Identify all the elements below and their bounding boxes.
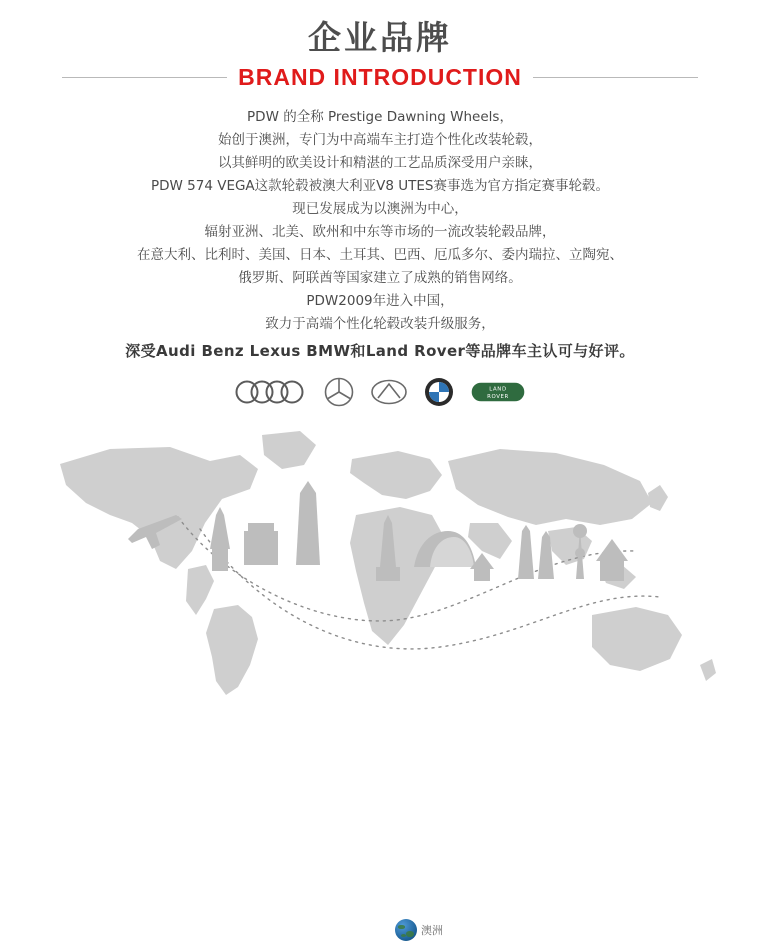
partner-brands-line: 深受Audi Benz Lexus BMW和Land Rover等品牌车主认可与好评。 (125, 341, 635, 360)
brand-description (0, 106, 760, 363)
page-title-cn: 企业品牌 (308, 18, 452, 57)
description-line: 现已发展成为以澳洲为中心， (292, 200, 468, 217)
globe-icon (395, 919, 417, 941)
audi-logo (234, 377, 308, 407)
svg-text:LAND: LAND (489, 386, 507, 393)
brand-logo-strip (0, 375, 760, 409)
land-rover-logo (470, 377, 526, 407)
description-line: PDW2009年进入中国， (306, 292, 454, 309)
lexus-logo (370, 377, 408, 407)
description-line: 俄罗斯、阿联酋等国家建立了成熟的销售网络。 (238, 269, 522, 286)
page-title-en: BRAND INTRODUCTION (238, 63, 522, 90)
description-line: PDW 574 VEGA这款轮毂被澳大利亚V8 UTES赛事选为官方指定赛事轮毂。 (150, 177, 610, 194)
description-line: PDW 的全称 Prestige Dawning Wheels， (247, 108, 513, 125)
world-map-illustration (0, 419, 760, 937)
description-line: 致力于高端个性化轮毂改装升级服务， (265, 315, 495, 332)
description-line: 辐射亚洲、北美、欧州和中东等市场的一流改装轮毂品牌， (204, 223, 556, 240)
description-line: 在意大利、比利时、美国、日本、土耳其、巴西、厄瓜多尔、委内瑞拉、立陶宛、 (137, 246, 623, 263)
bmw-logo (424, 377, 454, 407)
description-line: 始创于澳洲，专门为中高端车主打造个性化改装轮毂， (218, 131, 542, 148)
australia-label: 澳洲 (421, 923, 443, 937)
description-line: 以其鲜明的欧美设计和精湛的工艺品质深受用户亲睐， (218, 154, 542, 171)
title-divider-row (0, 64, 760, 90)
mercedes-benz-logo (324, 377, 354, 407)
svg-text:ROVER: ROVER (487, 393, 509, 400)
